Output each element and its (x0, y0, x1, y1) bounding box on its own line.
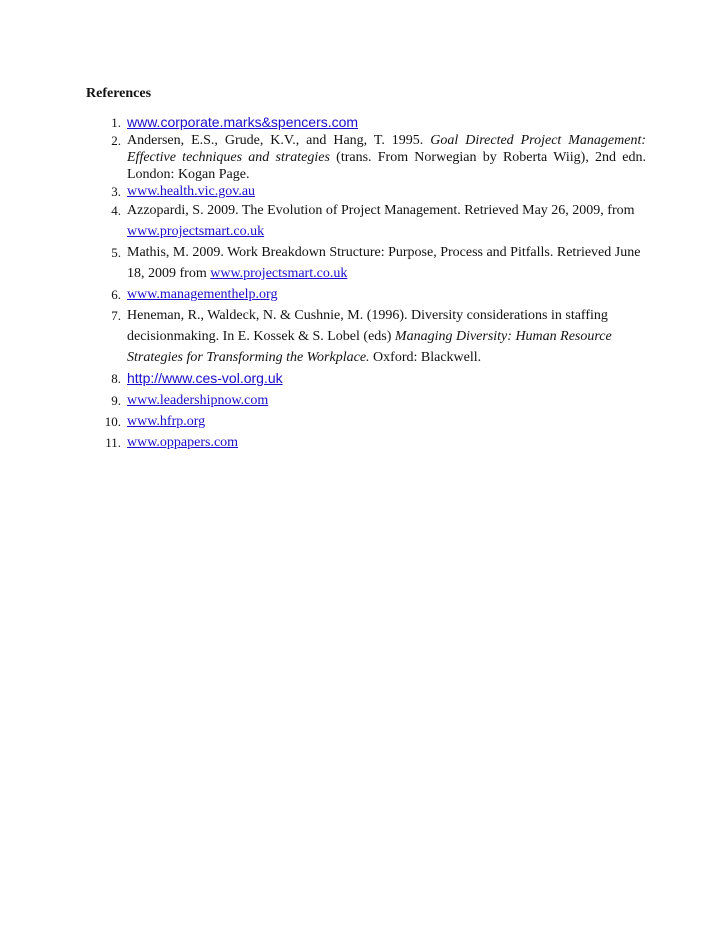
reference-link-6[interactable]: www.managementhelp.org (127, 287, 278, 302)
reference-number: 2. (111, 133, 121, 148)
reference-link-5[interactable]: www.projectsmart.co.uk (210, 266, 348, 281)
reference-item-6 (86, 284, 646, 305)
reference-text: Heneman, R., Waldeck, N. & Cushnie, M. (1996). Diversity considerations in staffing decisionmaking. In E. Kossek & S. Lobel (eds) (127, 308, 608, 344)
reference-number: 11. (105, 435, 121, 450)
reference-item-9 (86, 390, 646, 411)
reference-item-10 (86, 411, 646, 432)
reference-list (86, 114, 646, 453)
reference-link-1[interactable]: www.corporate.marks&spencers.com (127, 114, 359, 130)
reference-link-4[interactable]: www.projectsmart.co.uk (127, 224, 265, 239)
reference-item-7 (86, 305, 646, 368)
references-heading: References (86, 86, 152, 101)
reference-item-8 (86, 368, 646, 390)
reference-title: Managing Diversity: Human Resource Strategies for Transforming the Workplace. (127, 329, 612, 365)
reference-number: 8. (111, 371, 121, 386)
reference-number: 3. (111, 184, 121, 199)
reference-item-2 (86, 132, 646, 183)
reference-number: 9. (111, 393, 121, 408)
reference-text: Mathis, M. 2009. Work Breakdown Structure: Purpose, Process and Pitfalls. Retrieved June 18, 2009 from (127, 245, 641, 281)
reference-number: 6. (111, 287, 121, 302)
reference-number: 1. (111, 115, 121, 130)
reference-text: Andersen, E.S., Grude, K.V., and Hang, T. 1995. (127, 133, 431, 148)
reference-item-3 (86, 183, 646, 200)
reference-text: Azzopardi, S. 2009. The Evolution of Project Management. Retrieved May 26, 2009, from (127, 203, 635, 218)
reference-item-4 (86, 200, 646, 242)
reference-title: Goal Directed Project Management: Effective techniques and strategies (127, 133, 647, 165)
reference-text: (trans. From Norwegian by Roberta Wiig), 2nd edn. London: Kogan Page. (127, 150, 646, 182)
reference-link-3[interactable]: www.health.vic.gov.au (127, 184, 256, 199)
reference-link-9[interactable]: www.leadershipnow.com (127, 393, 269, 408)
reference-item-1 (86, 114, 646, 132)
reference-number: 10. (104, 414, 121, 429)
reference-number: 4. (111, 203, 121, 218)
reference-link-11[interactable]: www.oppapers.com (127, 435, 239, 450)
reference-number: 7. (111, 308, 121, 323)
reference-item-5 (86, 242, 646, 284)
reference-number: 5. (111, 245, 121, 260)
reference-link-10[interactable]: www.hfrp.org (127, 414, 206, 429)
reference-item-11 (86, 432, 646, 453)
reference-text: Oxford: Blackwell. (369, 350, 482, 365)
reference-link-8[interactable]: http://www.ces-vol.org.uk (127, 370, 283, 386)
